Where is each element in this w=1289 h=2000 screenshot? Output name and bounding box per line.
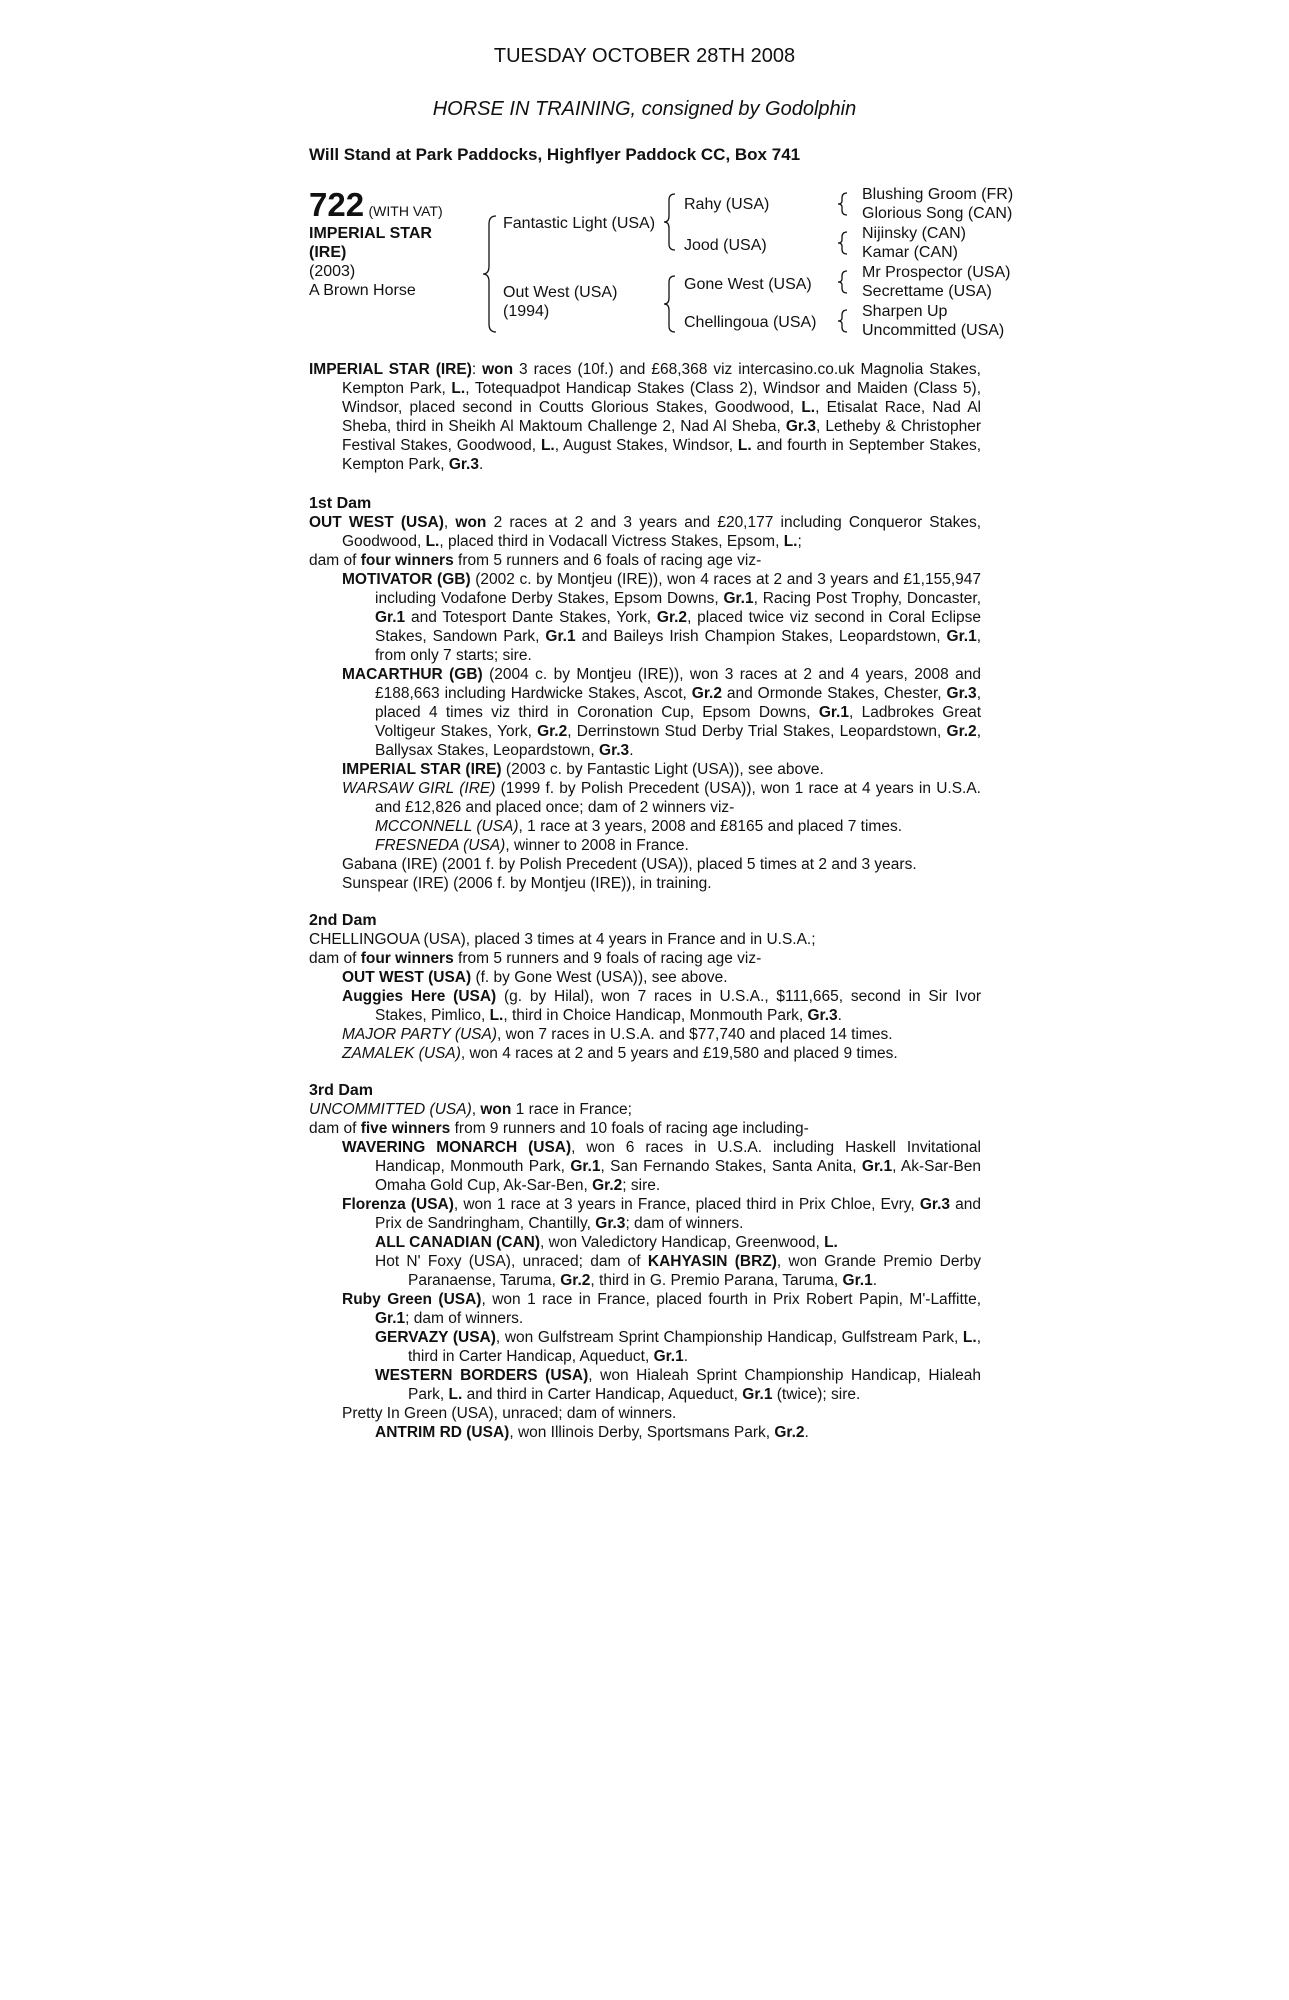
produce-pretty-in-green: Pretty In Green (USA), unraced; dam of winners.	[342, 1405, 677, 1422]
produce-imperial-star: IMPERIAL STAR (IRE) (2003 c. by Fantastic Light (USA)), see above.	[342, 761, 824, 778]
sire-sire-dam: Glorious Song (CAN)	[862, 205, 1013, 222]
pedigree-table	[309, 188, 1029, 348]
produce-auggies-here: Auggies Here (USA) (g. by Hilal), won 7 races in U.S.A., $111,665, second in Sir Ivor Stakes, Pimlico, L., third in Choice Handicap, Monmouth Park, Gr.3.	[342, 988, 981, 1024]
produce-all-canadian: ALL CANADIAN (CAN), won Valedictory Handicap, Greenwood, L.	[375, 1234, 838, 1251]
third-dam-record: UNCOMMITTED (USA), won 1 race in France;	[309, 1101, 632, 1118]
sale-date: TUESDAY OCTOBER 28TH 2008	[493, 45, 796, 67]
brace-sire	[664, 194, 675, 250]
produce-fresneda: FRESNEDA (USA), winner to 2008 in France.	[375, 837, 689, 854]
consignment-line: HORSE IN TRAINING, consigned by Godolphin	[432, 98, 857, 120]
third-dam-produce-summary: dam of five winners from 9 runners and 10 foals of racing age including-	[309, 1120, 809, 1137]
brace-dam	[664, 276, 675, 332]
produce-hot-n-foxy: Hot N' Foxy (USA), unraced; dam of KAHYASIN (BRZ), won Grande Premio Derby Paranaense, Taruma, Gr.2, third in G. Premio Parana, Taruma, Gr.1.	[375, 1253, 982, 1289]
sire-dam: Jood (USA)	[684, 237, 767, 254]
dam-sire: Gone West (USA)	[684, 276, 812, 293]
sire-dam-dam: Kamar (CAN)	[862, 244, 959, 261]
brace-gen1	[483, 216, 496, 332]
third-dam-heading: 3rd Dam	[309, 1082, 374, 1099]
produce-florenza: Florenza (USA), won 1 race at 3 years in France, placed third in Prix Chloe, Evry, Gr.3 and Prix de Sandringham, Chantilly, Gr.3; dam of winners.	[342, 1196, 981, 1232]
brace-sd	[838, 232, 847, 254]
produce-western-borders: WESTERN BORDERS (USA), won Hialeah Sprint Championship Handicap, Hialeah Park, L. and third in Carter Handicap, Aqueduct, Gr.1 (twice); sire.	[375, 1367, 981, 1403]
produce-out-west: OUT WEST (USA) (f. by Gone West (USA)), see above.	[342, 969, 728, 986]
produce-wavering-monarch: WAVERING MONARCH (USA), won 6 races in U.S.A. including Haskell Invitational Handicap, Monmouth Park, Gr.1, San Fernando Stakes, Santa Anita, Gr.1, Ak-Sar-Ben Omaha Gold Cup, Ak-Sar-Ben, Gr.2; sire.	[342, 1139, 982, 1194]
horse-name: IMPERIAL STAR	[309, 225, 432, 242]
produce-zamalek: ZAMALEK (USA), won 4 races at 2 and 5 years and £19,580 and placed 9 times.	[342, 1045, 898, 1062]
produce-antrim-rd: ANTRIM RD (USA), won Illinois Derby, Sportsmans Park, Gr.2.	[375, 1424, 809, 1441]
second-dam-produce-summary: dam of four winners from 5 runners and 9 foals of racing age viz-	[309, 950, 762, 967]
produce-sunspear: Sunspear (IRE) (2006 f. by Montjeu (IRE)), in training.	[342, 875, 712, 892]
first-dam-produce-summary: dam of four winners from 5 runners and 6 foals of racing age viz-	[309, 552, 762, 569]
catalogue-body	[309, 360, 981, 1442]
produce-motivator: MOTIVATOR (GB) (2002 c. by Montjeu (IRE)), won 4 races at 2 and 3 years and £1,155,947 including Vodafone Derby Stakes, Epsom Downs, Gr.1, Racing Post Trophy, Doncaster, Gr.1 and Totesport Dante Stakes, York, Gr.2, placed twice viz second in Coral Eclipse Stakes, Sandown Park, Gr.1 and Baileys Irish Champion Stakes, Leopardstown, Gr.1, from only 7 starts; sire.	[342, 571, 982, 664]
produce-mcconnell: MCCONNELL (USA), 1 race at 3 years, 2008 and £8165 and placed 7 times.	[375, 818, 902, 835]
dam-dam-dam: Uncommitted (USA)	[862, 322, 1005, 339]
sire-sire: Rahy (USA)	[684, 196, 770, 213]
brace-ds	[838, 271, 847, 293]
first-dam-heading: 1st Dam	[309, 495, 372, 512]
first-dam-record: OUT WEST (USA), won 2 races at 2 and 3 years and £20,177 including Conqueror Stakes, Goodwood, L., placed third in Vodacall Victress Stakes, Epsom, L.;	[309, 514, 982, 550]
stand-location: Will Stand at Park Paddocks, Highflyer Paddock CC, Box 741	[309, 145, 801, 164]
dam-sire-sire: Mr Prospector (USA)	[862, 264, 1011, 281]
horse-description: A Brown Horse	[309, 282, 416, 299]
dam-year: (1994)	[503, 303, 550, 320]
lot-number: 722	[309, 186, 365, 223]
dam-dam: Chellingoua (USA)	[684, 314, 817, 331]
sire: Fantastic Light (USA)	[503, 215, 656, 232]
produce-macarthur: MACARTHUR (GB) (2004 c. by Montjeu (IRE)), won 3 races at 2 and 4 years, 2008 and £188,663 including Hardwicke Stakes, Ascot, Gr.2 and Ormonde Stakes, Chester, Gr.3, placed 4 times viz third in Coronation Cup, Epsom Downs, Gr.1, Ladbrokes Great Voltigeur Stakes, York, Gr.2, Derrinstown Stud Derby Trial Stakes, Leopardstown, Gr.2, Ballysax Stakes, Leopardstown, Gr.3.	[342, 666, 982, 759]
sire-dam-sire: Nijinsky (CAN)	[862, 225, 966, 242]
foaling-year: (2003)	[309, 263, 356, 280]
produce-gervazy: GERVAZY (USA), won Gulfstream Sprint Championship Handicap, Gulfstream Park, L., third in Carter Handicap, Aqueduct, Gr.1.	[375, 1329, 981, 1365]
brace-dd	[838, 310, 847, 332]
produce-gabana: Gabana (IRE) (2001 f. by Polish Precedent (USA)), placed 5 times at 2 and 3 years.	[342, 856, 917, 873]
produce-ruby-green: Ruby Green (USA), won 1 race in France, placed fourth in Prix Robert Papin, M'-Laffitte, Gr.1; dam of winners.	[342, 1291, 981, 1327]
second-dam-heading: 2nd Dam	[309, 912, 377, 929]
brace-ss	[838, 193, 847, 215]
produce-major-party: MAJOR PARTY (USA), won 7 races in U.S.A. and $77,740 and placed 14 times.	[342, 1026, 893, 1043]
horse-record: IMPERIAL STAR (IRE): won 3 races (10f.) and £68,368 viz intercasino.co.uk Magnolia Stakes, Kempton Park, L., Totequadpot Handicap Stakes (Class 2), Windsor and Maiden (Class 5), Windsor, placed second in Coutts Glorious Stakes, Goodwood, L., Etisalat Race, Nad Al Sheba, third in Sheikh Al Maktoum Challenge 2, Nad Al Sheba, Gr.3, Letheby & Christopher Festival Stakes, Goodwood, L., August Stakes, Windsor, L. and fourth in September Stakes, Kempton Park, Gr.3.	[309, 361, 982, 473]
dam-sire-dam: Secrettame (USA)	[862, 283, 992, 300]
vat-note: (WITH VAT)	[368, 203, 443, 219]
second-dam-record: CHELLINGOUA (USA), placed 3 times at 4 years in France and in U.S.A.;	[309, 931, 816, 948]
produce-warsaw-girl: WARSAW GIRL (IRE) (1999 f. by Polish Precedent (USA)), won 1 race at 4 years in U.S.A. and £12,826 and placed once; dam of 2 winners viz-	[342, 780, 981, 816]
dam: Out West (USA)	[503, 284, 618, 301]
sire-sire-sire: Blushing Groom (FR)	[862, 186, 1014, 203]
dam-dam-sire: Sharpen Up	[862, 303, 948, 320]
horse-name-suffix: (IRE)	[309, 244, 347, 261]
